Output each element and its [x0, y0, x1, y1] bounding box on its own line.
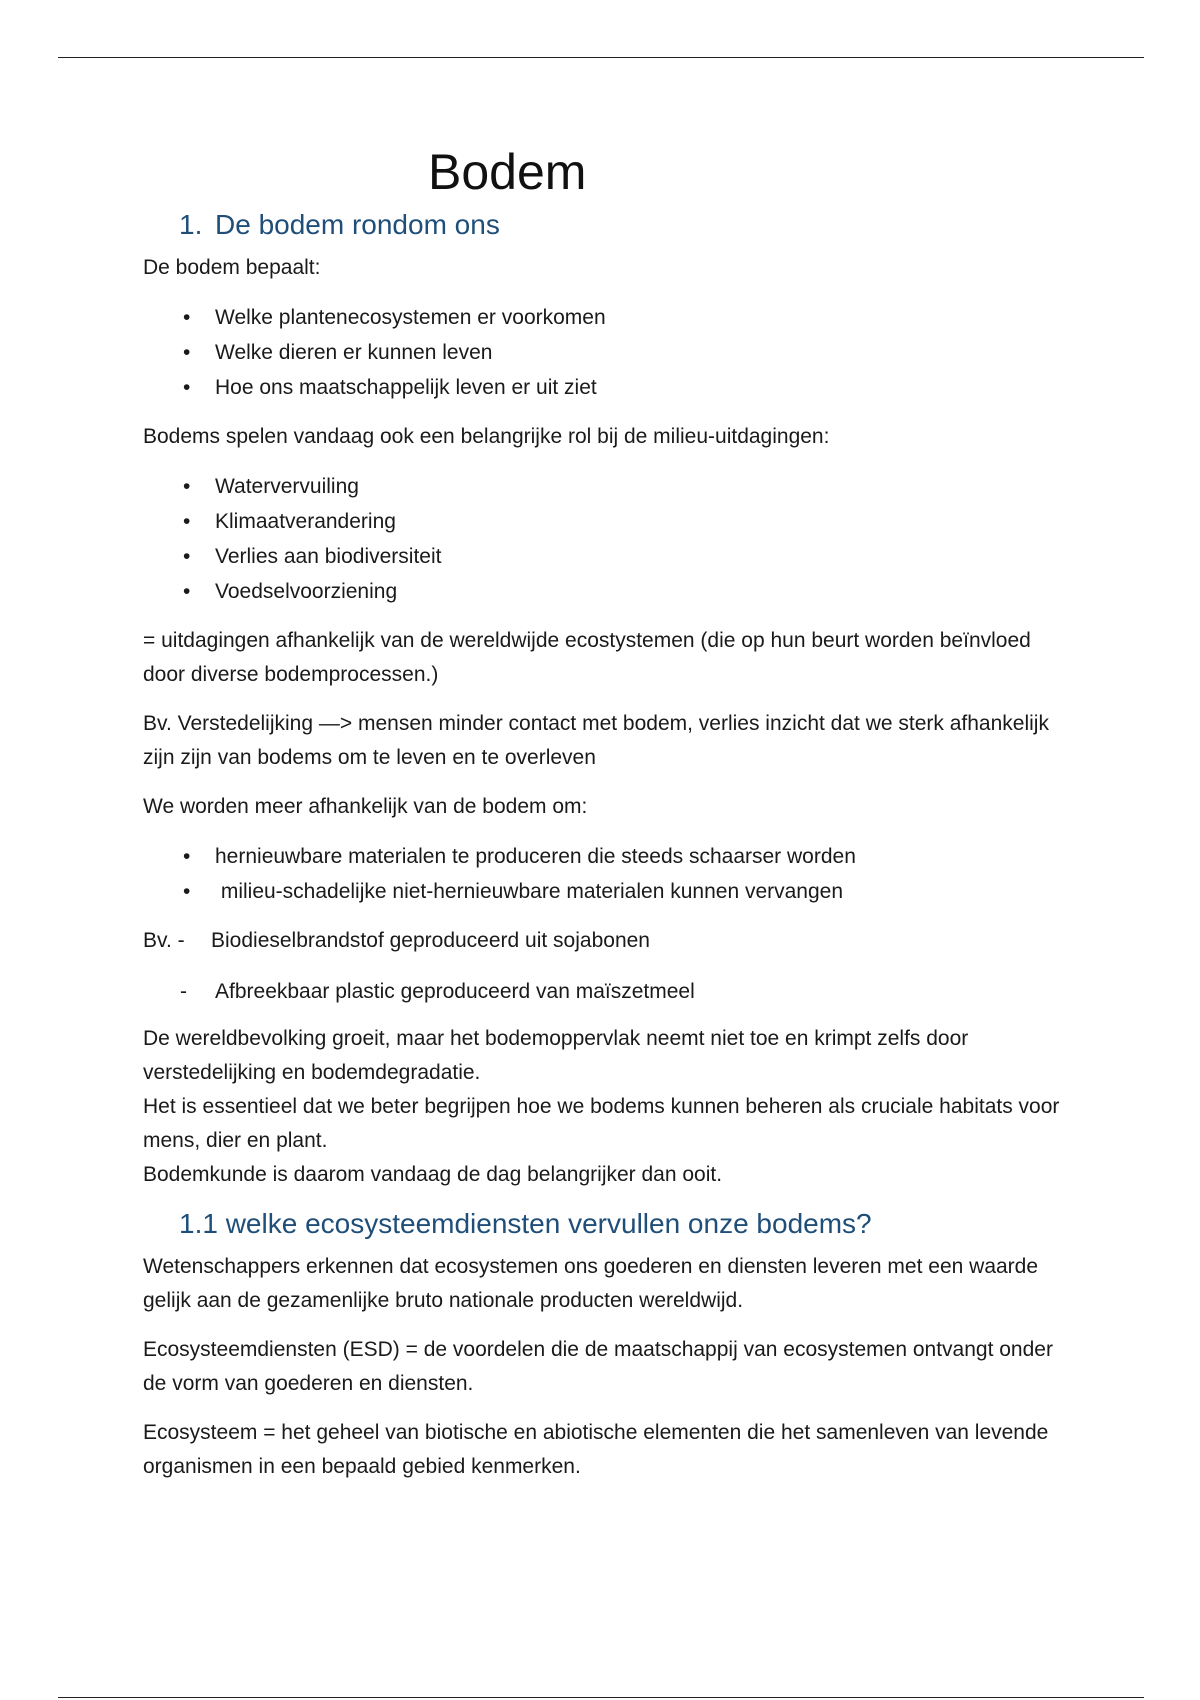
section-heading-1: [179, 207, 1063, 243]
list-item: • hernieuwbare materialen te produceren die steeds schaarser worden: [143, 839, 1063, 874]
example-line-2: [180, 975, 1063, 1009]
example-line-1: [143, 924, 1063, 958]
closing-line: Bodemkunde is daarom vandaag de dag belangrijker dan ooit.: [143, 1163, 723, 1186]
challenges-list: [143, 469, 1063, 609]
list-item: • Klimaatverandering: [143, 504, 1063, 539]
page-title: Bodem: [428, 144, 587, 200]
section-number: 1.: [179, 209, 203, 240]
bullet-icon: •: [183, 510, 191, 533]
closing-line: Het is essentieel dat we beter begrijpen hoe we bodems kunnen beheren als cruciale habitats voor mens, dier en plant.: [143, 1095, 1060, 1152]
paragraph: Ecosysteem = het geheel van biotische en abiotische elementen die het samenleven van levende organismen in een bepaald gebied kenmerken.: [143, 1421, 1049, 1478]
determines-list: [143, 300, 1063, 405]
example-label: Bv. -: [143, 929, 185, 952]
dash-marker: -: [180, 980, 187, 1003]
bullet-icon: •: [183, 580, 191, 603]
intro-paragraph: De bodem bepaalt:: [143, 256, 321, 279]
paragraph: Wetenschappers erkennen dat ecosystemen ons goederen en diensten leveren met een waarde gelijk aan de gezamenlijke bruto nationale producten wereldwijd.: [143, 1255, 1039, 1312]
paragraph: Ecosysteemdiensten (ESD) = de voordelen die de maatschappij van ecosystemen ontvangt onder de vorm van goederen en diensten.: [143, 1338, 1053, 1395]
bullet-icon: •: [183, 475, 191, 498]
closing-line: De wereldbevolking groeit, maar het bodemoppervlak neemt niet toe en krimpt zelfs door verstedelijking en bodemdegradatie.: [143, 1027, 969, 1084]
dependency-list: [143, 839, 1063, 909]
bullet-icon: •: [183, 845, 191, 868]
challenges-paragraph: = uitdagingen afhankelijk van de wereldwijde ecostystemen (die op hun beurt worden beïnvloed door diverse bodemprocessen.): [143, 629, 1031, 686]
list-item: • Hoe ons maatschappelijk leven er uit ziet: [143, 370, 1063, 405]
document-body: [143, 142, 1063, 1499]
dependency-intro: We worden meer afhankelijk van de bodem om:: [143, 795, 588, 818]
example-text: Afbreekbaar plastic geproduceerd van maïszetmeel: [215, 980, 695, 1003]
list-item: • milieu-schadelijke niet-hernieuwbare materialen kunnen vervangen: [143, 874, 1063, 909]
section-heading-text: De bodem rondom ons: [215, 209, 500, 240]
example-text: Biodieselbrandstof geproduceerd uit sojabonen: [211, 929, 650, 952]
section-heading-1-1: 1.1 welke ecosysteemdiensten vervullen onze bodems?: [179, 1208, 872, 1239]
bullet-icon: •: [183, 376, 191, 399]
bullet-icon: •: [183, 545, 191, 568]
list-item: • Welke dieren er kunnen leven: [143, 335, 1063, 370]
list-item: • Welke plantenecosystemen er voorkomen: [143, 300, 1063, 335]
bullet-icon: •: [183, 306, 191, 329]
challenges-intro: Bodems spelen vandaag ook een belangrijke rol bij de milieu-uitdagingen:: [143, 425, 830, 448]
list-item: • Verlies aan biodiversiteit: [143, 539, 1063, 574]
top-rule: [58, 57, 1144, 58]
list-item: • Voedselvoorziening: [143, 574, 1063, 609]
example-paragraph: Bv. Verstedelijking —> mensen minder contact met bodem, verlies inzicht dat we sterk afhankelijk zijn zijn van bodems om te leven en te overleven: [143, 712, 1049, 769]
bullet-icon: •: [183, 341, 191, 364]
list-item: • Watervervuiling: [143, 469, 1063, 504]
bottom-rule: [58, 1697, 1144, 1698]
closing-block: [143, 1022, 1063, 1192]
bullet-icon: •: [183, 880, 191, 903]
